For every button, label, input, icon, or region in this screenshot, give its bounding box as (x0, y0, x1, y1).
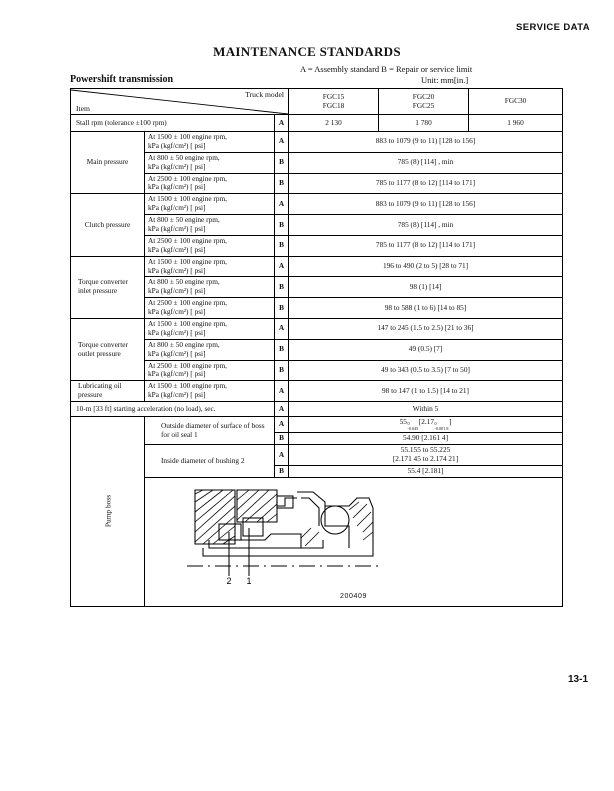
value-cell-merged: 785 to 1177 (8 to 12) [114 to 171] (289, 235, 563, 256)
row-label (145, 339, 275, 360)
row-label (145, 319, 275, 340)
group-label-line: Torque converter (78, 277, 128, 287)
condition-line: At 2500 ± 100 engine rpm, (148, 173, 227, 183)
page-title: MAINTENANCE STANDARDS (213, 44, 401, 59)
figure-cell (145, 477, 563, 606)
row-label (145, 277, 275, 298)
section-heading: Powershift transmission (70, 74, 174, 85)
model-name: FGC18 (322, 100, 345, 110)
ab-flag: A (275, 445, 289, 466)
table-row (71, 339, 563, 360)
tolerance-lower: -0.001 8 (434, 425, 449, 431)
row-group-label-tc-inlet-pressure (71, 256, 145, 318)
condition-line: At 800 ± 50 engine rpm, (148, 152, 220, 162)
row-label (145, 173, 275, 194)
row-label (145, 256, 275, 277)
row-group-label-lubricating-oil-pressure (71, 381, 145, 402)
spec-label-line: Outside diameter of surface of boss (161, 420, 265, 430)
row-label (145, 215, 275, 236)
value-cell-merged: 785 (8) [114] , min (289, 152, 563, 173)
table-row (71, 319, 563, 340)
value-cell-merged: 147 to 245 (1.5 to 2.5) [21 to 36] (289, 319, 563, 340)
tolerance-upper: 0 (434, 421, 437, 427)
table-row (71, 277, 563, 298)
value-cell-merged: 196 to 490 (2 to 5) [28 to 71] (289, 256, 563, 277)
unit-line: kPa (kgf/cm²) [ psi] (148, 161, 206, 171)
unit-line: kPa (kgf/cm²) [ psi] (148, 224, 206, 234)
tolerance-stack (407, 422, 418, 431)
value-cell: 1 960 (469, 115, 563, 132)
condition-line: At 2500 ± 100 engine rpm, (148, 298, 227, 308)
unit-line: kPa (kgf/cm²) [ psi] (148, 244, 206, 254)
model-name: FGC25 (412, 100, 435, 110)
value-cell-merged (289, 417, 563, 433)
tolerance-upper: 0 (407, 421, 410, 427)
spec-label-line: for oil seal 1 (161, 429, 198, 439)
tolerance-stack-inch (434, 422, 448, 431)
pump-boss-cross-section-icon (173, 482, 493, 586)
ab-flag: B (275, 465, 289, 477)
unit-line: kPa (kgf/cm²) [ psi] (148, 390, 206, 400)
standards-legend (300, 64, 472, 85)
row-label (145, 235, 275, 256)
condition-line: At 800 ± 50 engine rpm, (148, 277, 220, 287)
ab-flag: B (275, 152, 289, 173)
unit-line: kPa (kgf/cm²) [ psi] (148, 369, 206, 379)
maintenance-standards-table-wrap (70, 88, 562, 607)
model-name: FGC15 (322, 91, 345, 101)
table-row (71, 152, 563, 173)
condition-line: At 1500 ± 100 engine rpm, (148, 319, 227, 329)
condition-line: At 1500 ± 100 engine rpm, (148, 194, 227, 204)
unit-line: kPa (kgf/cm²) [ psi] (148, 182, 206, 192)
row-label (145, 152, 275, 173)
figure-callout-2: 2 (226, 575, 232, 586)
ab-flag: B (275, 339, 289, 360)
table-row (71, 360, 563, 381)
nominal-value: 55 (399, 417, 407, 427)
row-label-inside-diameter: Inside diameter of bushing 2 (145, 445, 275, 478)
row-label (145, 194, 275, 215)
table-row (71, 381, 563, 402)
legend-line: A = Assembly standard B = Repair or service limit (300, 64, 473, 74)
tolerance-lower: -0.045 (407, 425, 419, 431)
table-row (71, 215, 563, 236)
ab-flag: B (275, 298, 289, 319)
group-label-line: outlet pressure (78, 348, 121, 358)
table-row (71, 115, 563, 132)
value-line-mm: 55.155 to 55.225 (400, 445, 451, 455)
table-row (71, 194, 563, 215)
unit-line: kPa (kgf/cm²) [ psi] (148, 307, 206, 317)
vertical-label-text: Pump boss (102, 495, 112, 528)
row-label-stall-rpm: Stall rpm (tolerance ±100 rpm) (71, 115, 275, 132)
unit-line: kPa (kgf/cm²) [ psi] (148, 286, 206, 296)
table-row (71, 256, 563, 277)
group-label-line: pressure (78, 390, 103, 400)
unit-line: Unit: mm[in.] (421, 75, 469, 85)
condition-line: At 1500 ± 100 engine rpm, (148, 381, 227, 391)
model-column-header-3 (469, 89, 563, 115)
unit-line: kPa (kgf/cm²) [ psi] (148, 327, 206, 337)
unit-line: kPa (kgf/cm²) [ psi] (148, 203, 206, 213)
row-group-label-pump-boss (71, 417, 145, 607)
value-cell-merged: 98 to 147 (1 to 1.5) [14 to 21] (289, 381, 563, 402)
figure-container (145, 478, 562, 606)
value-cell-merged: 785 to 1177 (8 to 12) [114 to 171] (289, 173, 563, 194)
row-label (145, 132, 275, 153)
table-header-row (71, 89, 563, 115)
header-truck-model-label: Truck model (245, 90, 285, 99)
value-cell-merged: 49 (0.5) [7] (289, 339, 563, 360)
value-cell-merged: 98 to 588 (1 to 6) [14 to 85] (289, 298, 563, 319)
value-cell-merged (289, 445, 563, 466)
table-row (71, 417, 563, 433)
running-head: SERVICE DATA (516, 22, 590, 33)
header-corner-cell (71, 89, 289, 115)
value-cell: 1 780 (379, 115, 469, 132)
table-row (71, 402, 563, 417)
value-line-inch: [2.171 45 to 2.174 21] (392, 454, 459, 464)
table-row (71, 132, 563, 153)
model-name: FGC20 (412, 91, 435, 101)
table-row (71, 173, 563, 194)
ab-flag: A (275, 132, 289, 153)
group-label-line: inlet pressure (78, 286, 118, 296)
value-cell-merged: 54.90 [2.161 4] (289, 433, 563, 445)
condition-line: At 800 ± 50 engine rpm, (148, 215, 220, 225)
header-item-label: Item (76, 103, 90, 113)
value-cell-merged: 98 (1) [14] (289, 277, 563, 298)
group-label-line: Lubricating oil (78, 381, 122, 391)
ab-flag: A (275, 402, 289, 417)
row-label (145, 360, 275, 381)
unit-line: kPa (kgf/cm²) [ psi] (148, 140, 206, 150)
condition-line: At 2500 ± 100 engine rpm, (148, 235, 227, 245)
row-label-outside-diameter (145, 417, 275, 445)
value-cell-merged: 55.4 [2.181] (289, 465, 563, 477)
page-number: 13-1 (567, 674, 588, 685)
condition-line: At 800 ± 50 engine rpm, (148, 339, 220, 349)
ab-flag: A (275, 194, 289, 215)
figure-number: 200409 (340, 593, 367, 601)
ab-flag: B (275, 360, 289, 381)
table-row-figure (71, 477, 563, 606)
model-column-header-2 (379, 89, 469, 115)
table-row (71, 298, 563, 319)
model-column-header-1 (289, 89, 379, 115)
ab-flag: B (275, 277, 289, 298)
row-label-starting-acceleration: 10-m [33 ft] starting acceleration (no load), sec. (71, 402, 275, 417)
bracket-close: ] (448, 417, 452, 427)
ab-flag: B (275, 215, 289, 236)
row-label (145, 381, 275, 402)
condition-line: At 2500 ± 100 engine rpm, (148, 360, 227, 370)
ab-flag: B (275, 235, 289, 256)
value-cell-merged: 785 (8) [114] , min (289, 215, 563, 236)
ab-flag: B (275, 433, 289, 445)
value-cell: 2 130 (289, 115, 379, 132)
ab-flag: A (275, 417, 289, 433)
unit-line: kPa (kgf/cm²) [ psi] (148, 265, 206, 275)
ab-flag: A (275, 115, 289, 132)
value-cell-merged: 49 to 343 (0.5 to 3.5) [7 to 50] (289, 360, 563, 381)
row-group-label-clutch-pressure: Clutch pressure (71, 194, 145, 256)
value-cell-merged: 883 to 1079 (9 to 11) [128 to 156] (289, 132, 563, 153)
table-row (71, 235, 563, 256)
ab-flag: A (275, 381, 289, 402)
maintenance-standards-table (70, 88, 563, 607)
group-label-line: Torque converter (78, 339, 128, 349)
row-group-label-tc-outlet-pressure (71, 319, 145, 381)
unit-line: kPa (kgf/cm²) [ psi] (148, 348, 206, 358)
value-cell-merged: Within 5 (289, 402, 563, 417)
model-name: FGC30 (504, 96, 527, 106)
ab-flag: B (275, 173, 289, 194)
inch-value: [2.17 (418, 417, 434, 427)
figure-callout-1: 1 (246, 575, 252, 586)
row-label (145, 298, 275, 319)
ab-flag: A (275, 256, 289, 277)
value-cell-merged: 883 to 1079 (9 to 11) [128 to 156] (289, 194, 563, 215)
condition-line: At 1500 ± 100 engine rpm, (148, 256, 227, 266)
row-group-label-main-pressure: Main pressure (71, 132, 145, 194)
condition-line: At 1500 ± 100 engine rpm, (148, 132, 227, 141)
ab-flag: A (275, 319, 289, 340)
